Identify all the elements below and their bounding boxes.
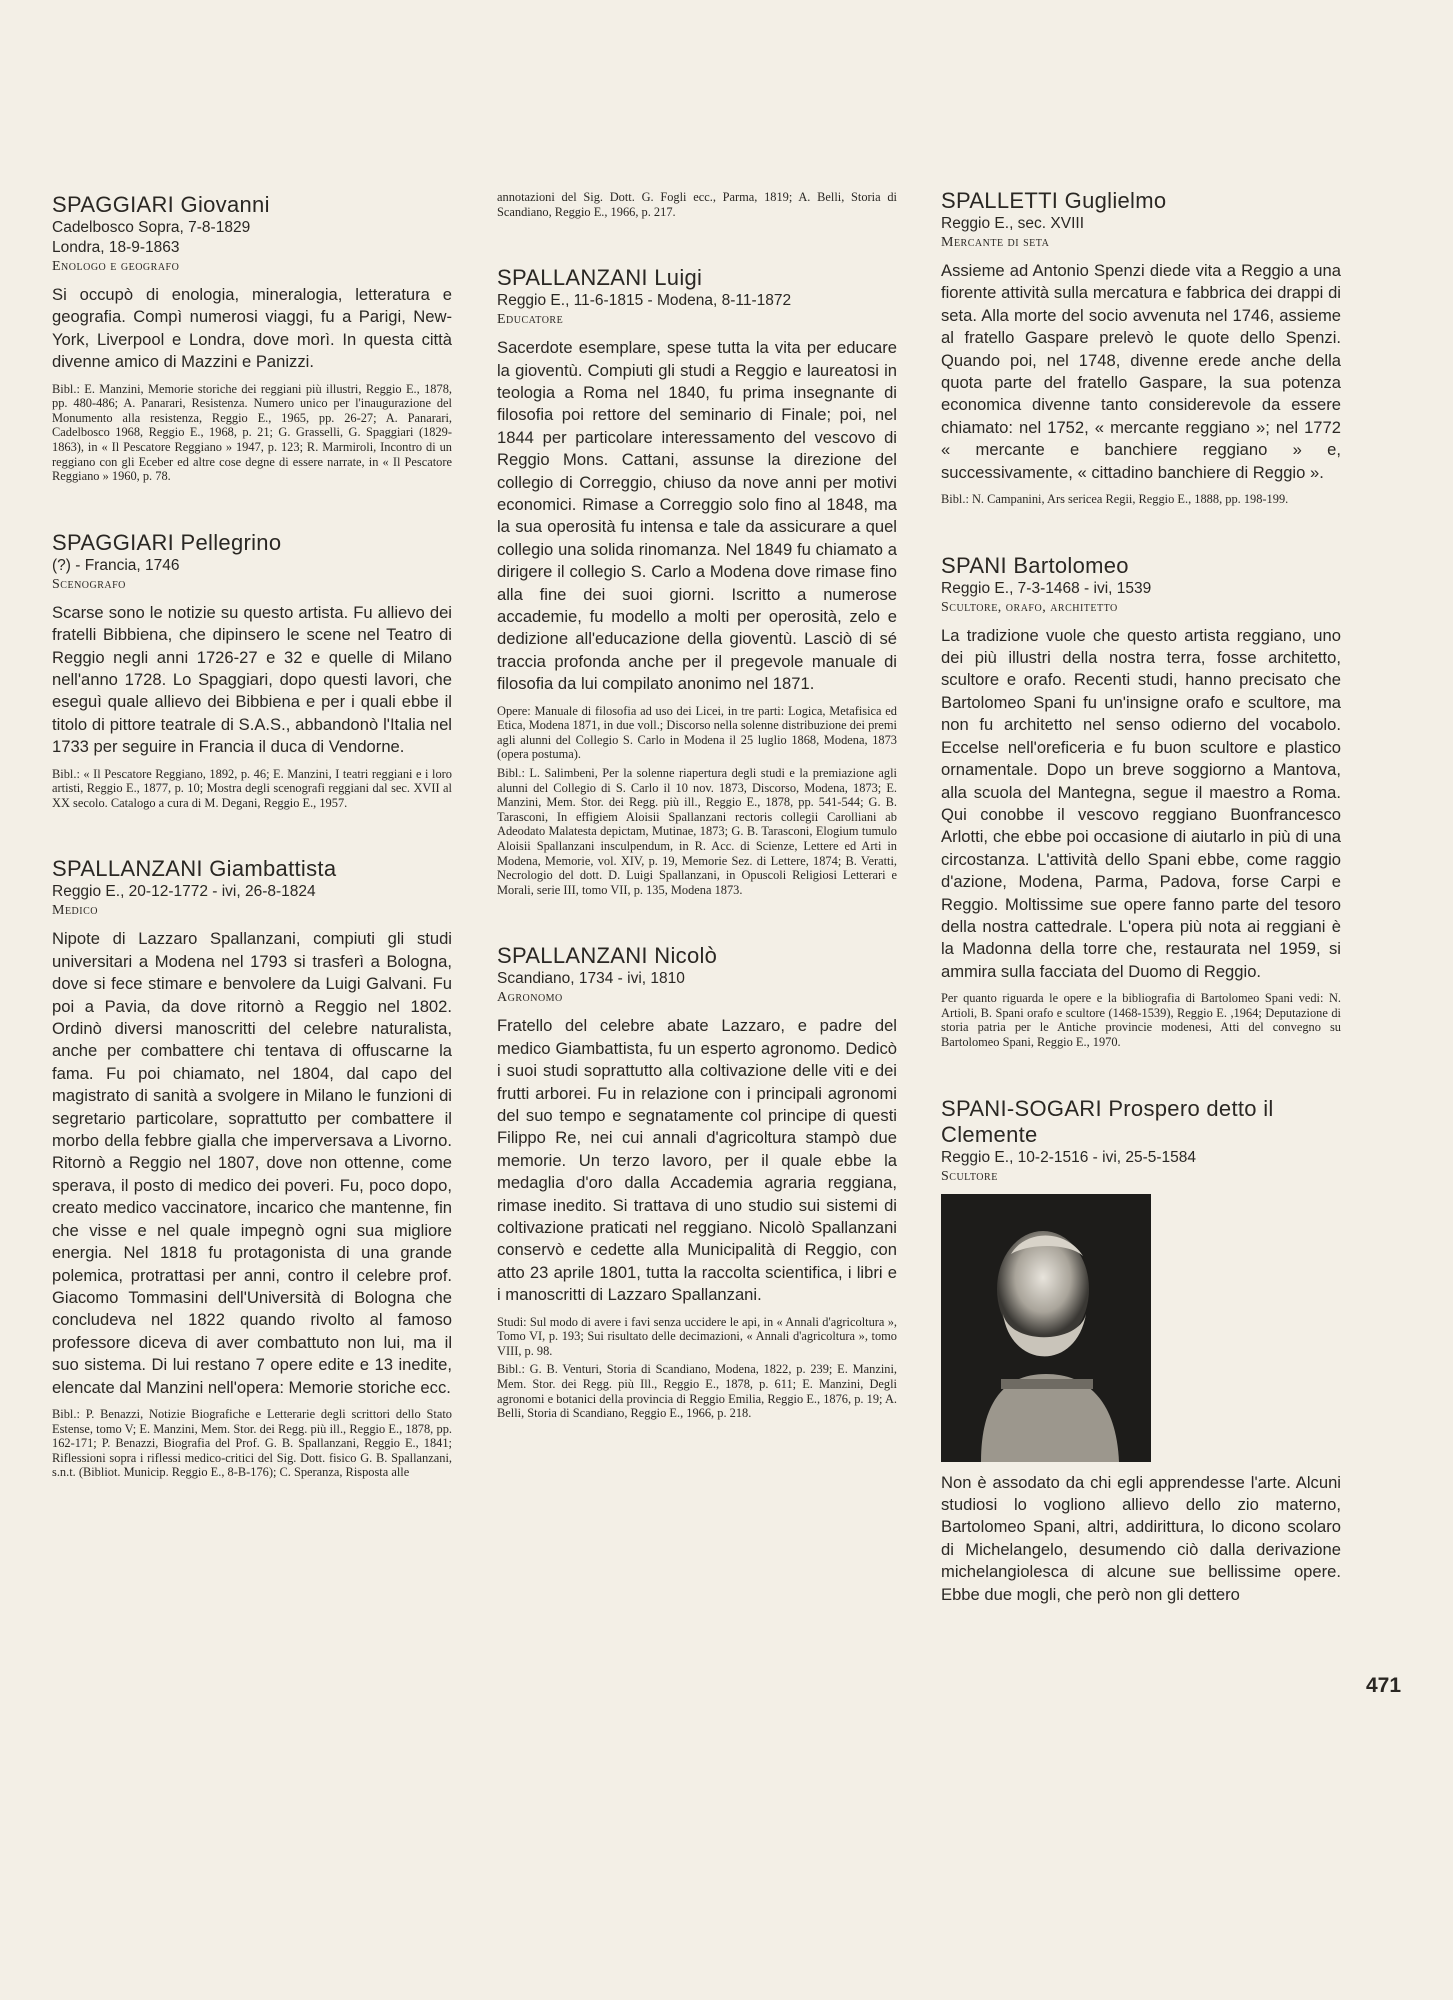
bibliography-note: Bibl.: N. Campanini, Ars sericea Regii, Reggio E., 1888, pp. 198-199. <box>941 492 1289 507</box>
entry-profession: Scultore, orafo, architetto <box>941 599 1118 615</box>
entry <box>52 856 452 1480</box>
entry <box>52 530 452 811</box>
entry-profession: Medico <box>52 903 98 919</box>
entry-firstname: Bartolomeo <box>1013 552 1129 578</box>
bibliography-note: Bibl.: E. Manzini, Memorie storiche dei reggiani più illustri, Reggio E., 1878, pp. 480-486; A. Panarari, Resistenza. Numero unico per l'inaugurazione del Monumento alla resistenza, Reggio E., 1965, pp. 26-27; A. Panarari, Cadelbosco 1968, Reggio E., 1968, p. 21; G. Grasselli, G. Spaggiari (1829-1863), in « Il Pescatore Reggiano » 1947, p. 123; R. Marmiroli, Incontro di un reggiano con gli Eceber ed altre cose degne di essere narrate, in « Il Pescatore Reggiano » 1960, p. 78. <box>52 381 452 484</box>
entry-meta-line: Reggio E., 11-6-1815 - Modena, 8-11-1872 <box>497 292 792 310</box>
entry-profession: Educatore <box>497 312 564 328</box>
entry-body: Nipote di Lazzaro Spallanzani, compiuti gli studi universitari a Modena nel 1793 si trasferì a Bologna, dove si fece stimare e benvolere da Luigi Galvani. Fu poi a Pavia, da dove ritornò a Reggio nel 1802. Ordinò diversi manoscritti del celebre naturalista, anche per combattere chi tentava di offuscarne la fama. Fu poi chiamato, nel 1804, dal capo del magistrato di sanità a svolgere in Milano le funzioni di segretario particolare, soprattutto per combattere il morbo della febbre gialla che imperversava a Livorno. Ritornò a Reggio nel 1807, dove non ottenne, come sperava, il posto di medico dei poveri. Fu, poco dopo, creato medico vaccinatore, incarico che mantenne, fin che visse e nel quale impegnò ogni sua migliore energia. Nel 1818 fu protagonista di una grande polemica, protrattasi per anni, contro il celebre prof. Giacomo Tommasini dell'Università di Bologna che concludeva nel 1822 quando rivolto al famoso professore diceva di aver combattuto non lui, ma il suo sistema. Di lui restano 7 opere edite e 13 inedite, elencate dal Manzini nell'opera: Memorie storiche ecc. <box>52 929 452 1397</box>
entry-surname: SPANI-SOGARI <box>941 1095 1102 1121</box>
entry-surname: SPANI <box>941 552 1007 578</box>
entry-notes <box>497 1315 897 1421</box>
entry-name <box>941 188 1341 214</box>
entry-meta <box>941 579 1341 599</box>
entry-notes <box>52 767 452 811</box>
column-1 <box>52 192 452 1526</box>
entry-firstname: Guglielmo <box>1064 188 1167 213</box>
column-3 <box>941 188 1341 1652</box>
entry-name <box>52 192 452 218</box>
entry-name <box>941 1096 1341 1148</box>
entry-meta <box>941 1148 1341 1168</box>
entry-name <box>52 530 452 556</box>
bibliography-note: Bibl.: P. Benazzi, Notizie Biografiche e Letterarie degli scrittori dello Stato Estense, tomo V; E. Manzini, Mem. Stor. dei Regg. più ill., Reggio E., 1878, pp. 162-171; P. Benazzi, Biografia del Prof. G. B. Spallanzani, Reggio E., 1841; Riflessioni sopra i riflessi medico-critici del Sig. Dott. fisico G. B. Spallanzani, s.n.t. (Bibliot. Municip. Reggio E., 8-B-176); C. Speranza, Risposta alle <box>52 1406 452 1480</box>
entry-meta-line: Reggio E., 10-2-1516 - ivi, 25-5-1584 <box>941 1148 1197 1166</box>
entry-firstname: Pellegrino <box>180 529 282 555</box>
entry-meta <box>941 214 1341 234</box>
entry <box>941 553 1341 1050</box>
entry-meta-line: Cadelbosco Sopra, 7-8-1829 <box>52 219 251 236</box>
entry-body: Scarse sono le notizie su questo artista. Fu allievo dei fratelli Bibbiena, che dipinsero le scene nel Teatro di Reggio negli anni 1726-27 e 32 e quelle di Milano nell'anno 1728. Lo Spaggiari, dopo questi lavori, che eseguì quale allievo dei Bibbiena e per i quali ebbe il titolo di pittore teatrale di S.A.S., abbandonò l'Italia nel 1733 per seguire in Francia il duca di Vendorne. <box>52 602 452 757</box>
entry-meta-line: (?) - Francia, 1746 <box>52 556 180 574</box>
entry-body: Si occupò di enologia, mineralogia, letteratura e geografia. Compì numerosi viaggi, fu a Parigi, New-York, Liverpool e Londra, dove morì. In questa città divenne amico di Mazzini e Panizzi. <box>52 285 452 372</box>
entry-profession: Enologo e geografo <box>52 259 180 274</box>
entry-profession: Agronomo <box>497 990 563 1006</box>
photo-slot <box>941 1194 1341 1462</box>
entry-meta-line: Scandiano, 1734 - ivi, 1810 <box>497 970 685 988</box>
entry-meta-line: Reggio E., 7-3-1468 - ivi, 1539 <box>941 579 1152 597</box>
entry-meta-line: Reggio E., sec. XVIII <box>941 215 1085 232</box>
entry-firstname: Prospero detto il Clemente <box>941 1095 1274 1147</box>
entry-name <box>497 943 897 969</box>
bibliography-note: Studi: Sul modo di avere i favi senza uccidere le api, in « Annali d'agricoltura », Tomo VI, p. 193; Sui risultato delle decimazioni, « Annali d'agricoltura », tomo VIII, p. 98. <box>497 1314 897 1358</box>
bibliography-note: Bibl.: G. B. Venturi, Storia di Scandiano, Modena, 1822, p. 239; E. Manzini, Mem. Stor. dei Regg. più Ill., Reggio E., 1878, p. 611; E. Manzini, Degli agronomi e botanici della provincia di Reggio Emilia, Reggio E., 1876, p. 19; A. Belli, Storia di Scandiano, Reggio E., 1966, p. 218. <box>497 1362 897 1421</box>
entry-firstname: Nicolò <box>654 943 718 969</box>
entry-meta-line: Londra, 18-9-1863 <box>52 239 180 256</box>
entry-notes <box>497 190 897 219</box>
entry-profession: Scultore <box>941 1168 998 1184</box>
entry-surname: SPALLANZANI <box>52 856 203 882</box>
entry-body: La tradizione vuole che questo artista reggiano, uno dei più illustri della nostra terra, fosse architetto, scultore e orafo. Recenti studi, hanno precisato che Bartolomeo Spani fu un'insigne orafo e scultore, ma non fu architetto nel senso odierno del vocabolo. Eccelse nell'oreficeria e fu buon scultore e plastico ornamentale. Dopo un breve soggiorno a Mantova, alla scuola del Mantegna, segue il maestro a Roma. Qui conobbe il vescovo reggiano Buonfrancesco Arlotti, che ebbe poi occasione di aiutarlo in più di una circostanza. L'attività dello Spani ebbe, come raggio d'azione, Modena, Parma, Padova, forse Carpi e Reggio. Moltissime sue opere fanno parte del tesoro della nostra cattedrale. L'opera più nota ai reggiani è la Madonna della torre che, restaurata nel 1959, si ammira sulla facciata del Duomo di Reggio. <box>941 625 1341 981</box>
entry-surname: SPAGGIARI <box>52 192 175 217</box>
entry <box>941 1096 1341 1606</box>
entry-notes <box>52 382 452 484</box>
entry-surname: SPAGGIARI <box>52 529 175 555</box>
entry <box>497 265 897 897</box>
entry-meta-line: Reggio E., 20-12-1772 - ivi, 26-8-1824 <box>52 883 316 901</box>
entry-notes <box>941 991 1341 1049</box>
entry-profession: Mercante di seta <box>941 235 1050 250</box>
entry <box>52 192 452 484</box>
entry-body: Non è assodato da chi egli apprendesse l'arte. Alcuni studiosi lo vogliono allievo dello zio materno, Bartolomeo Spani, altri, addirittura, lo dicono scolaro di Michelangelo, desumendo ciò dalla derivazione michelangiolesca di alcune sue bellissime opere. Ebbe due mogli, che però non gli dettero <box>941 1472 1341 1604</box>
column-2 <box>497 190 897 1467</box>
bibliography-note: Bibl.: « Il Pescatore Reggiano, 1892, p. 46; E. Manzini, I teatri reggiani e i loro artisti, Reggio E., 1877, p. 10; Mostra degli scenografi reggiani dal sec. XVII al XX secolo. Catalogo a cura di M. Degani, Reggio E., 1957. <box>52 766 452 810</box>
bibliography-note: Bibl.: L. Salimbeni, Per la solenne riapertura degli studi e la premiazione agli alunni del Collegio di S. Carlo il 10 nov. 1873, Discorso, Modena, 1873; E. Manzini, Mem. Stor. dei Regg. più ill., Reggio E., 1878, pp. 541-544; G. B. Tarasconi, In effigiem Aloisii Spallanzani rectoris collegii Carolliani ab Adeodato Malatesta depictam, Mutinae, 1873; G. B. Tarasconi, Elogium tumulo Aloisii Spallanzani insculpendum, in R. Acc. di Scienze, Lettere ed Arti in Modena, Memorie, vol. XIV, p. 19, Memorie Sez. di Lettere, 1874; B. Veratti, Necrologio del dott. D. Luigi Spallanzani, in Opuscoli Religiosi Letterari e Morali, serie III, tomo VII, p. 135, Modena 1873. <box>497 766 897 897</box>
entry-firstname: Luigi <box>654 265 703 291</box>
entry <box>941 188 1341 507</box>
entry-body: Assieme ad Antonio Spenzi diede vita a Reggio a una fiorente attività sulla mercatura e fabbrica dei drappi di seta. Alla morte del socio avvenuta nel 1746, assieme al fratello Gaspare prelevò le quote dello Spenzi. Quando poi, nel 1748, divenne erede anche della quota parte del fratello Gaspare, la sua potenza economica divenne tanto considerevole da essere chiamato: nel 1752, « mercante reggiano »; nel 1772 « mercante e banchiere reggiano » e, successivamente, « cittadino banchiere di Reggio ». <box>941 261 1341 482</box>
bibliography-note: Per quanto riguarda le opere e la bibliografia di Bartolomeo Spani vedi: N. Artioli, B. Spani orafo e scultore (1468-1539), Reggio E. ,1964; Deputazione di storia patria per le Antiche provincie modenesi, Atti del convegno su Bartolomeo Spani, Reggio E., 1970. <box>941 991 1341 1049</box>
entry-profession: Scenografo <box>52 576 126 592</box>
entry-meta <box>52 218 452 258</box>
entry-notes <box>497 704 897 898</box>
entry <box>497 190 897 219</box>
entry-firstname: Giambattista <box>209 856 337 882</box>
entry-meta <box>497 291 897 311</box>
bust-sculpture-photo <box>941 1194 1151 1462</box>
entry <box>497 943 897 1420</box>
entry-meta <box>52 556 452 576</box>
entry-surname: SPALLETTI <box>941 188 1059 213</box>
bibliography-note: annotazioni del Sig. Dott. G. Fogli ecc., Parma, 1819; A. Belli, Storia di Scandiano, Reggio E., 1966, p. 217. <box>497 190 897 219</box>
entry-meta <box>52 882 452 902</box>
bibliography-note: Opere: Manuale di filosofia ad uso dei Licei, in tre parti: Logica, Metafisica ed Etica, Modena 1871, in due voll.; Discorso nella solenne distribuzione dei premi agli alunni del Collegio S. Carlo in Modena il 25 luglio 1868, Modena, 1873 (opera postuma). <box>497 703 897 762</box>
entry-notes <box>52 1407 452 1480</box>
entry-surname: SPALLANZANI <box>497 265 648 291</box>
entry-meta <box>497 969 897 989</box>
page-number: 471 <box>1366 1674 1402 1697</box>
entry-body: Fratello del celebre abate Lazzaro, e padre del medico Giambattista, fu un esperto agronomo. Dedicò i suoi studi soprattutto alla coltivazione delle viti e dei frutti arborei. Fu in relazione con i principali agronomi del suo tempo e segnatamente col principe di questi Filippo Re, nei cui annali d'agricoltura stampò due memorie. Un terzo lavoro, per il quale ebbe la medaglia d'oro dalla Accademia agraria reggiana, rimase inedito. Si trattava di uno studio sui sistemi di coltivazione praticati nel reggiano. Nicolò Spallanzani conservò e cedette alla Municipalità di Reggio, con atto 23 aprile 1801, tutta la raccolta scientifica, i libri e i manoscritti di Lazzaro Spallanzani. <box>497 1016 897 1305</box>
entry-firstname: Giovanni <box>180 192 270 217</box>
entry-name <box>941 553 1341 579</box>
entry-name <box>497 265 897 291</box>
entry-notes <box>941 492 1341 507</box>
entry-name <box>52 856 452 882</box>
entry-surname: SPALLANZANI <box>497 943 648 969</box>
entry-body: Sacerdote esemplare, spese tutta la vita per educare la gioventù. Compiuti gli studi a Reggio e laureatosi in teologia a Roma nel 1840, fu prima insegnante di filosofia poi rettore del seminario di Finale; poi, nel 1844 per particolare interessamento del vescovo di Reggio Mons. Cattani, assunse la direzione del collegio di Correggio, chiuso da nove anni per motivi economici. Rimase a Correggio solo fino al 1848, ma la sua operosità fu intensa e tale da assicurare a quel collegio una solida rinomanza. Nel 1849 fu chiamato a dirigere il collegio S. Carlo a Modena dove rimase fino alla fine dei suoi giorni. Iscritto a numerose accademie, fu modello a molti per operosità, zelo e dedizione all'educazione della gioventù. Lasciò di sé traccia profonda anche per il pregevole manuale di filosofia da lui compilato anonimo nel 1871. <box>497 338 897 694</box>
